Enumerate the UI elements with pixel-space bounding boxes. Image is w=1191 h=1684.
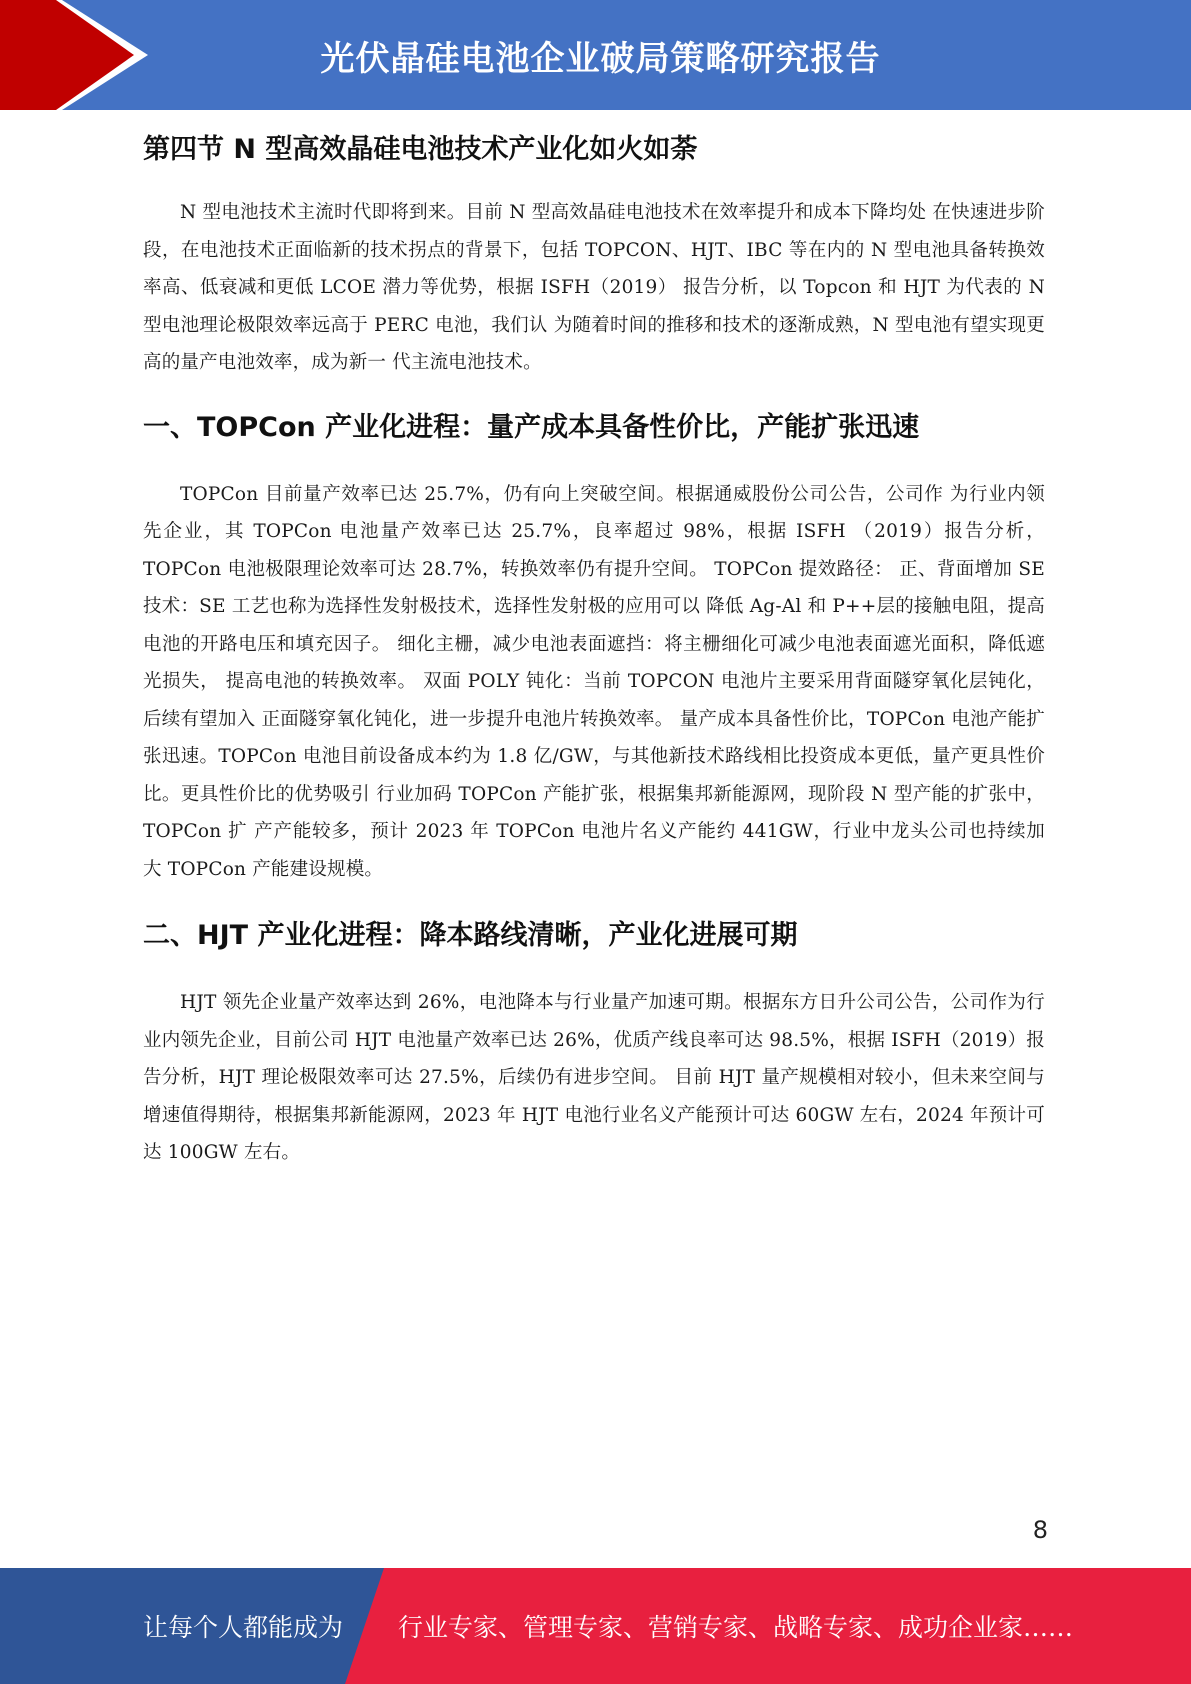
page-content — [143, 124, 1045, 1172]
section-heading-topcon: 一、TOPCon 产业化进程：量产成本具备性价比，产能扩张迅速 — [143, 411, 920, 443]
section-paragraph-4: N 型电池技术主流时代即将到来。目前 N 型高效晶硅电池技术在效率提升和成本下降均处 在快速进步阶段，在电池技术正面临新的技术拐点的背景下，包括 TOPCON、HJT、IBC 等在内的 N 型电池具备转换效率高、低衰减和更低 LCOE 潜力等优势，根据 ISFH（2019） 报告分析，以 Topcon 和 HJT 为代表的 N 型电池理论极限效率远高于 PERC 电池，我们认 为随着时间的推移和技术的逐渐成熟，N 型电池有望实现更高的量产电池效率，成为新一 代主流电池技术。 — [143, 202, 1045, 373]
report-title: 光伏晶硅电池企业破局策略研究报告 — [320, 38, 881, 79]
section-heading-hjt: 二、HJT 产业化进程：降本路线清晰，产业化进展可期 — [143, 920, 798, 951]
page-number: 8 — [1032, 1516, 1048, 1544]
page-footer — [0, 1568, 1191, 1684]
section-heading-4: 第四节 N 型高效晶硅电池技术产业化如火如荼 — [143, 134, 698, 165]
section-paragraph-hjt: HJT 领先企业量产效率达到 26%，电池降本与行业量产加速可期。根据东方日升公司公告，公司作为行业内领先企业，目前公司 HJT 电池量产效率已达 26%，优质产线良率可达 98.5%，根据 ISFH（2019）报告分析，HJT 理论极限效率可达 27.5%，后续仍有进步空间。 目前 HJT 量产规模相对较小，但未来空间与增速值得期待，根据集邦新能源网，2023 年 HJT 电池行业名义产能预计可达 60GW 左右，2024 年预计可达 100GW 左右。 — [143, 992, 1045, 1163]
section-paragraph-topcon: TOPCon 目前量产效率已达 25.7%，仍有向上突破空间。根据通威股份公司公告，公司作 为行业内领先企业，其 TOPCon 电池量产效率已达 25.7%，良率超过 98%，根据 ISFH （2019）报告分析，TOPCon 电池极限理论效率可达 28.7%，转换效率仍有提升空间。 TOPCon 提效路径： 正、背面增加 SE 技术：SE 工艺也称为选择性发射极技术，选择性发射极的应用可以 降低 Ag-Al 和 P++层的接触电阻，提高电池的开路电压和填充因子。 细化主栅，减少电池表面遮挡：将主栅细化可减少电池表面遮光面积，降低遮光损失， 提高电池的转换效率。 双面 POLY 钝化：当前 TOPCON 电池片主要采用背面隧穿氧化层钝化，后续有望加入 正面隧穿氧化钝化，进一步提升电池片转换效率。 量产成本具备性价比，TOPCon 电池产能扩张迅速。TOPCon 电池目前设备成本约为 1.8 亿/GW，与其他新技术路线相比投资成本更低，量产更具性价比。更具性价比的优势吸引 行业加码 TOPCon 产能扩张，根据集邦新能源网，现阶段 N 型产能的扩张中，TOPCon 扩 产产能较多，预计 2023 年 TOPCon 电池片名义产能约 441GW，行业中龙头公司也持续加 大 TOPCon 产能建设规模。 — [143, 483, 1045, 880]
footer-slogan-left: 让每个人都能成为 — [143, 1613, 344, 1642]
footer-slogan-right: 行业专家、管理专家、营销专家、战略专家、成功企业家…… — [398, 1613, 1074, 1642]
page-header — [0, 0, 1191, 110]
